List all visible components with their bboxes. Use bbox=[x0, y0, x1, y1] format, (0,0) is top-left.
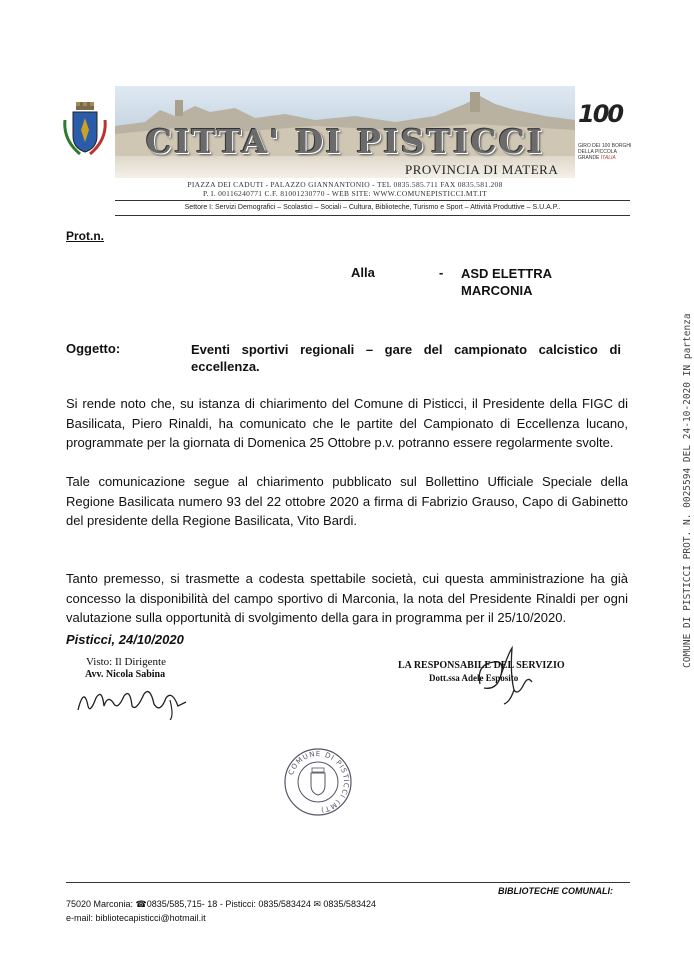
footer-section-title: BIBLIOTECHE COMUNALI: bbox=[498, 886, 613, 896]
body-paragraph: Tale comunicazione segue al chiarimento pubblicato sul Bollettino Ufficiale Speciale della Regione Basilicata numero 93 del 22 ottobre 2020 a firma di Fabrizio Grauso, Capo di Gabinetto del presidente della Regione Basilicata, Vito Bardi. bbox=[66, 474, 628, 528]
recipient bbox=[461, 265, 552, 299]
body-paragraph: Tanto premesso, si trasmette a codesta spettabile società, cui questa amministrazione ha già concesso la disponibilità del campo sportivo di Marconia, la nota del Presidente Rinaldi per ogni valutazione sulla opportunità di svolgimento della gara in programma per il 25/10/2020. bbox=[66, 571, 628, 625]
address-line: PIAZZA DEI CADUTI - PALAZZO GIANNANTONIO - TEL 0835.585.711 FAX 0835.581.208 bbox=[187, 180, 503, 189]
to-label: Alla bbox=[351, 265, 375, 280]
centenary-line-highlight: ITALIA bbox=[600, 155, 616, 161]
sectors-line: Settore I: Servizi Demografici – Scolastici – Sociali – Cultura, Biblioteche, Turismo e Sport – Attività Produttive – S.U.A.P.. bbox=[184, 204, 561, 211]
side-protocol-stamp: COMUNE DI PISTICCI PROT. N. 0025594 DEL 24-10-2020 IN partenza bbox=[682, 313, 693, 668]
body-paragraph: Si rende noto che, su istanza di chiarimento del Comune di Pisticci, il Presidente della FIGC di Basilicata, Piero Rinaldi, ha comunicato che le partite del Campionato di Eccellenza lucano, programmate per la giornata di Domenica 25 Ottobre p.v. potranno essere regolarmente svolte. bbox=[66, 396, 628, 450]
to-dash: - bbox=[439, 265, 444, 280]
footer-email: e-mail: bibliotecapisticci@hotmail.it bbox=[66, 913, 206, 923]
responsabile-name: Dott.ssa Adele Esposito bbox=[429, 673, 519, 683]
header-divider bbox=[115, 200, 630, 201]
centenary-line-prefix: GRANDE bbox=[578, 155, 601, 161]
dirigente-signature-icon bbox=[74, 676, 194, 720]
city-title: CITTA' DI PISTICCI bbox=[145, 122, 545, 161]
visto-label: Visto: Il Dirigente bbox=[86, 656, 166, 668]
centenary-line bbox=[578, 155, 616, 161]
place-date: Pisticci, 24/10/2020 bbox=[66, 632, 184, 647]
stamp-text: COMUNE DI PISTICCI (MT) bbox=[287, 749, 351, 814]
subject-text: Eventi sportivi regionali – gare del campionato calcistico di eccellenza. bbox=[191, 342, 621, 374]
protocol-label: Prot.n. bbox=[66, 229, 104, 243]
header-divider bbox=[115, 215, 630, 216]
fiscal-web-line: P. I. 00116240771 C.F. 81001230770 - WEB SITE: WWW.COMUNEPISTICCI.MT.IT bbox=[202, 189, 488, 198]
centenary-badge bbox=[578, 100, 638, 170]
responsabile-title: LA RESPONSABILE DEL SERVIZIO bbox=[398, 660, 565, 671]
svg-text:COMUNE DI PISTICCI (MT) bbox=[287, 750, 350, 814]
centenary-logo: 100 bbox=[578, 100, 623, 128]
centenary-line: GIRO DEI 100 BORGHI bbox=[578, 143, 632, 149]
province-label: PROVINCIA DI MATERA bbox=[405, 162, 559, 177]
footer-divider bbox=[66, 882, 630, 883]
subject-label: Oggetto: bbox=[66, 341, 121, 356]
recipient-line: MARCONIA bbox=[461, 283, 533, 298]
recipient-line: ASD ELETTRA bbox=[461, 266, 552, 281]
city-crest-icon bbox=[62, 100, 108, 158]
header-banner bbox=[115, 86, 575, 178]
official-stamp-icon bbox=[283, 747, 353, 817]
footer-contacts: 75020 Marconia: ☎0835/585,715- 18 - Pisticci: 0835/583424 ✉ 0835/583424 bbox=[66, 899, 376, 909]
centenary-line: DELLA PICCOLA bbox=[578, 149, 617, 155]
dirigente-name: Avv. Nicola Sabina bbox=[85, 669, 166, 680]
